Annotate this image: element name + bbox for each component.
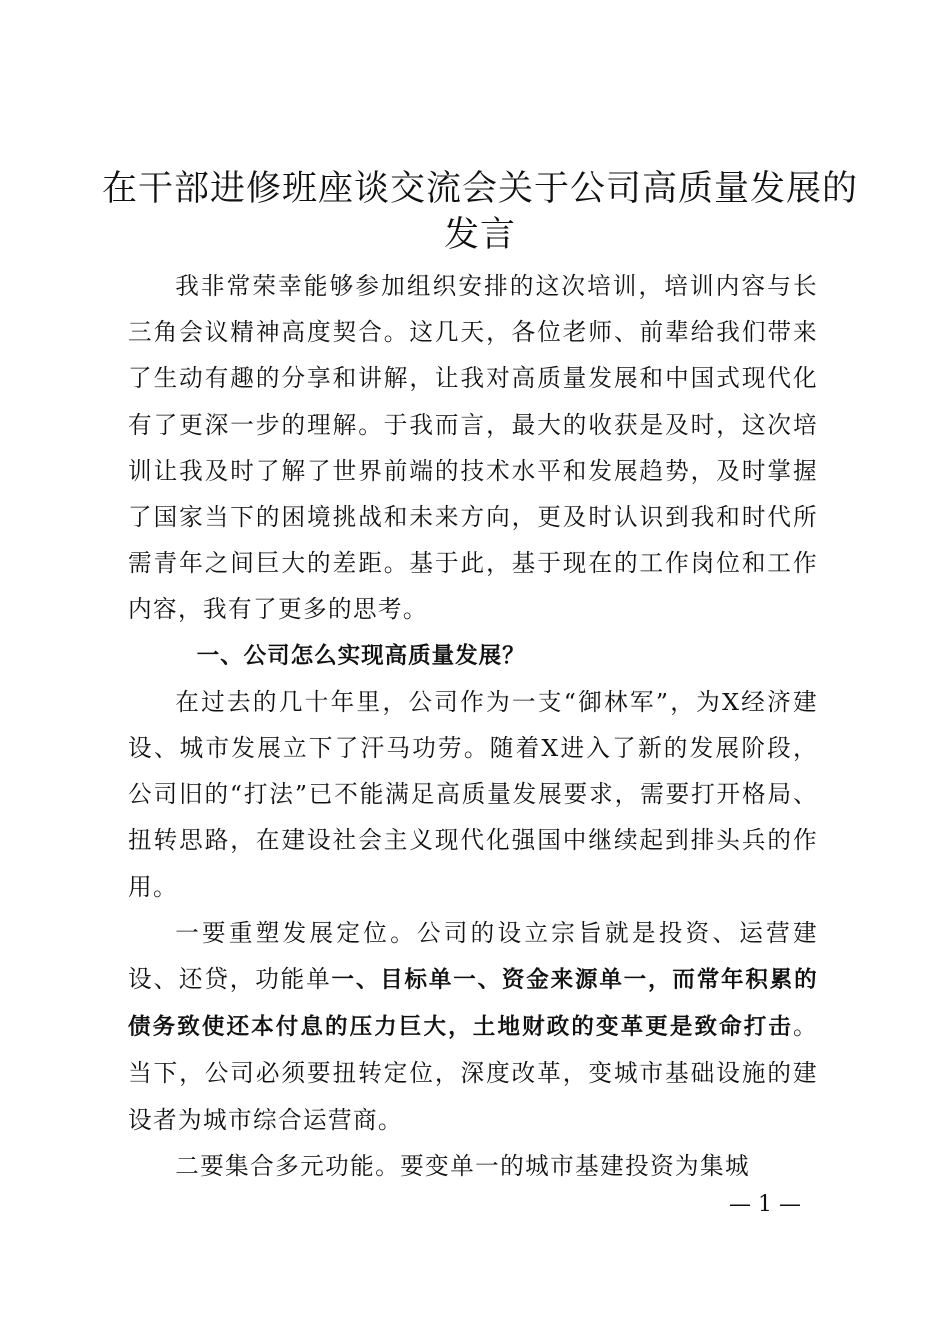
paragraph-history: 在过去的几十年里，公司作为一支“御林军”，为X经济建设、城市发展立下了汗马功劳。随着X进入了新的发展阶段，公司旧的“打法”已不能满足高质量发展要求，需要打开格局、扭转思路，在建设社会主义现代化强国中继续起到排头兵的作用。 — [128, 687, 818, 901]
document-body — [128, 263, 818, 1189]
paragraph-positioning-end: 。当下，公司必须要扭转定位，深度改革，变城市基础设施的建设者为城市综合运营商。 — [128, 1012, 818, 1134]
paragraph-intro: 我非常荣幸能够参加组织安排的这次培训，培训内容与长三角会议精神高度契合。这几天，各位老师、前辈给我们带来了生动有趣的分享和讲解，让我对高质量发展和中国式现代化有了更深一步的理解。于我而言，最大的收获是及时，这次培训让我及时了解了世界前端的技术水平和发展趋势，及时掌握了国家当下的困境挑战和未来方向，更及时认识到我和时代所需青年之间巨大的差距。基于此，基于现在的工作岗位和工作内容，我有了更多的思考。 — [128, 272, 818, 624]
paragraph-functions: 二要集合多元功能。要变单一的城市基建投资为集城 — [175, 1151, 751, 1180]
paragraph-positioning-start: 一要重塑发展定位。公司的设立宗旨就是投资、运营建设、还贷，功能单 — [128, 918, 818, 994]
document-title: 在干部进修班座谈交流会关于公司高质量发展的发言 — [101, 169, 858, 255]
paragraph-positioning-bold: 一、目标单一、资金来源单一，而常年积累的债务致使还本付息的压力巨大，土地财政的变革更是致命打击 — [128, 967, 818, 1041]
page-number: — 1 — — [729, 1192, 801, 1217]
section-heading-1: 一、公司怎么实现高质量发展？ — [196, 642, 526, 669]
paragraph-positioning — [128, 910, 818, 1143]
